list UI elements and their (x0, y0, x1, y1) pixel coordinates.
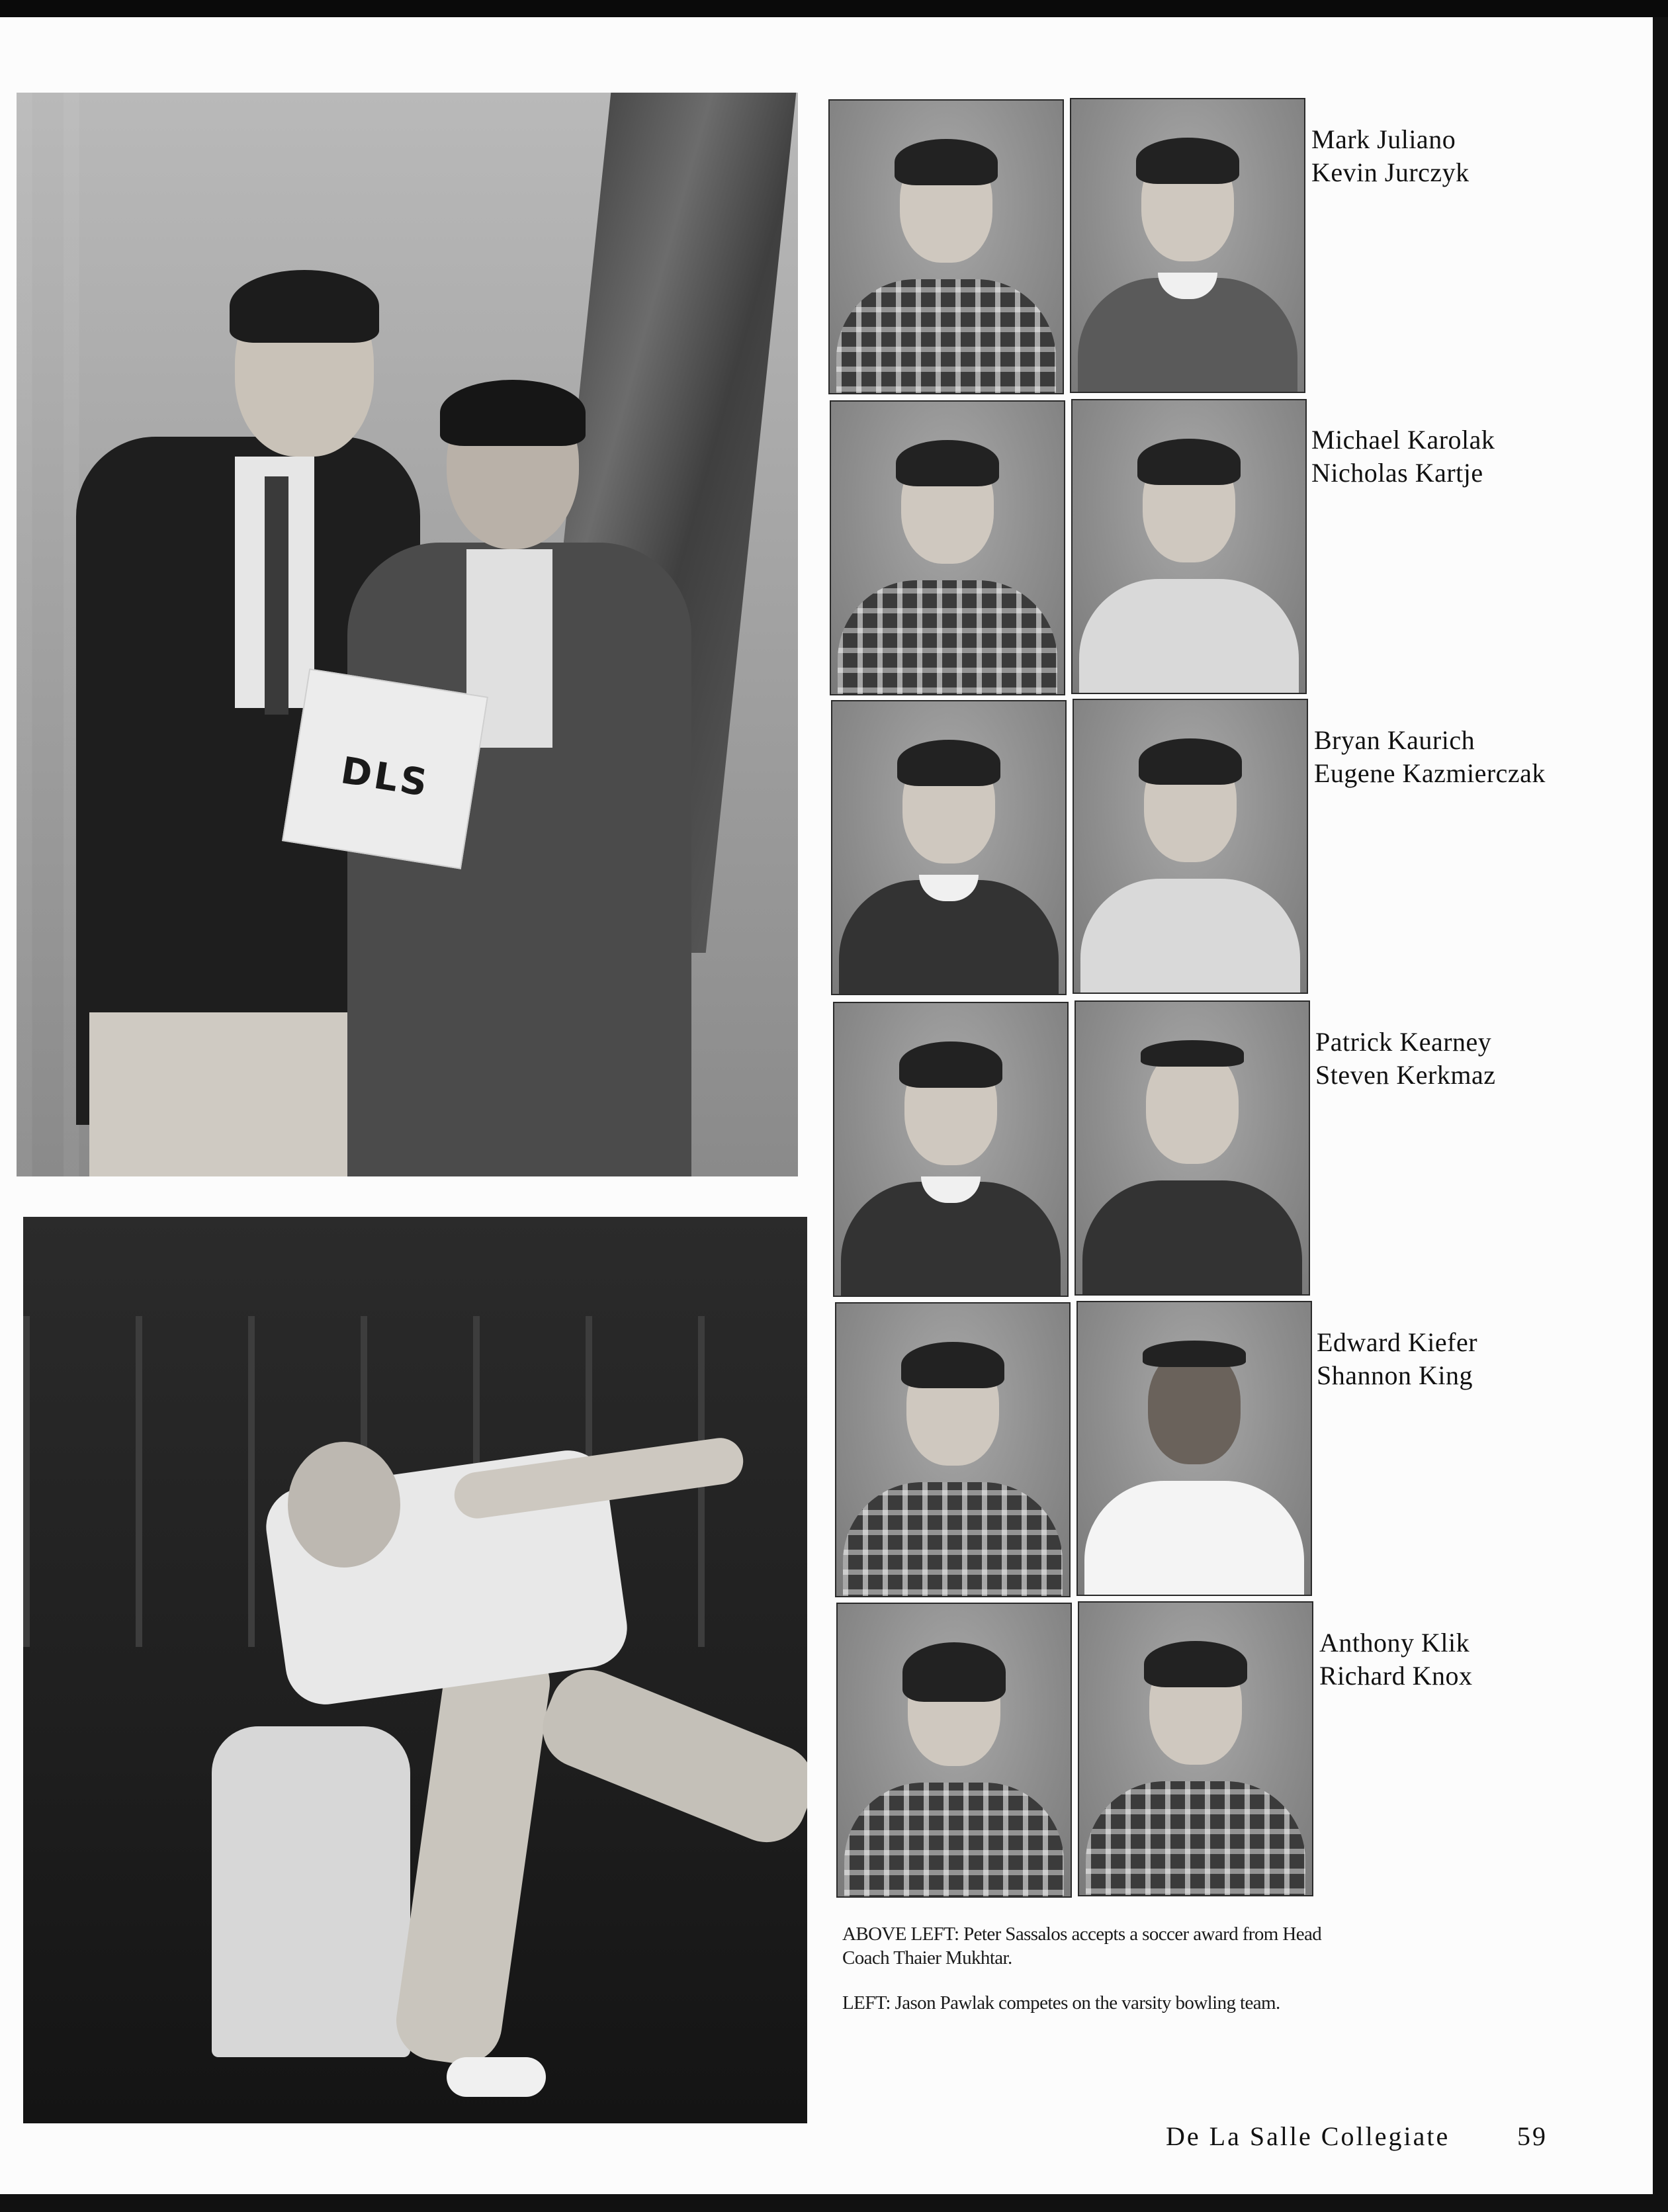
award-certificate (282, 668, 488, 869)
photo-captions (842, 1922, 1372, 2036)
scan-border-right (1653, 17, 1668, 2194)
student-name: Nicholas Kartje (1311, 458, 1483, 488)
student-name: Michael Karolak (1311, 425, 1495, 455)
footer-school-name: De La Salle Collegiate (1166, 2121, 1450, 2151)
portrait-photo (831, 700, 1067, 995)
portrait-photo (1075, 1000, 1310, 1296)
portrait-names (1311, 423, 1495, 490)
portrait-photo (1071, 399, 1307, 694)
portrait-names (1315, 1026, 1495, 1092)
portrait-photo (828, 99, 1064, 394)
student-name: Richard Knox (1319, 1661, 1473, 1691)
ball-return (212, 1726, 410, 2057)
portrait-photo (836, 1603, 1072, 1898)
portrait-names (1311, 123, 1470, 189)
portrait-photo (1078, 1601, 1313, 1896)
student-name: Shannon King (1317, 1360, 1473, 1390)
portrait-photo (830, 400, 1065, 695)
portrait-photo (1073, 699, 1308, 994)
student-name: Patrick Kearney (1315, 1027, 1492, 1057)
student-name: Bryan Kaurich (1314, 725, 1475, 755)
student-name: Mark Juliano (1311, 124, 1456, 154)
caption-above-left: ABOVE LEFT: Peter Sassalos accepts a soccer award from Head Coach Thaier Mukhtar. (842, 1924, 1322, 1969)
portrait-photo (835, 1302, 1071, 1597)
student-name: Anthony Klik (1319, 1628, 1470, 1658)
portrait-photo (833, 1002, 1069, 1297)
caption-left: LEFT: Jason Pawlak competes on the varsity bowling team. (842, 1992, 1280, 2013)
award-photo (17, 93, 798, 1176)
portrait-names (1319, 1626, 1473, 1693)
bowler-figure (288, 1442, 400, 1568)
page-number: 59 (1517, 2121, 1548, 2151)
bowling-photo (23, 1217, 807, 2123)
portrait-names (1317, 1326, 1477, 1392)
student-name: Eugene Kazmierczak (1314, 758, 1546, 788)
portrait-photo (1070, 98, 1305, 393)
certificate-dls-text: DLS (337, 749, 433, 806)
student-name: Kevin Jurczyk (1311, 157, 1470, 187)
portrait-photo (1076, 1301, 1312, 1596)
portrait-names (1314, 724, 1546, 790)
scan-border-bottom (0, 2194, 1668, 2212)
student-name: Steven Kerkmaz (1315, 1060, 1496, 1090)
student-name: Edward Kiefer (1317, 1327, 1478, 1357)
